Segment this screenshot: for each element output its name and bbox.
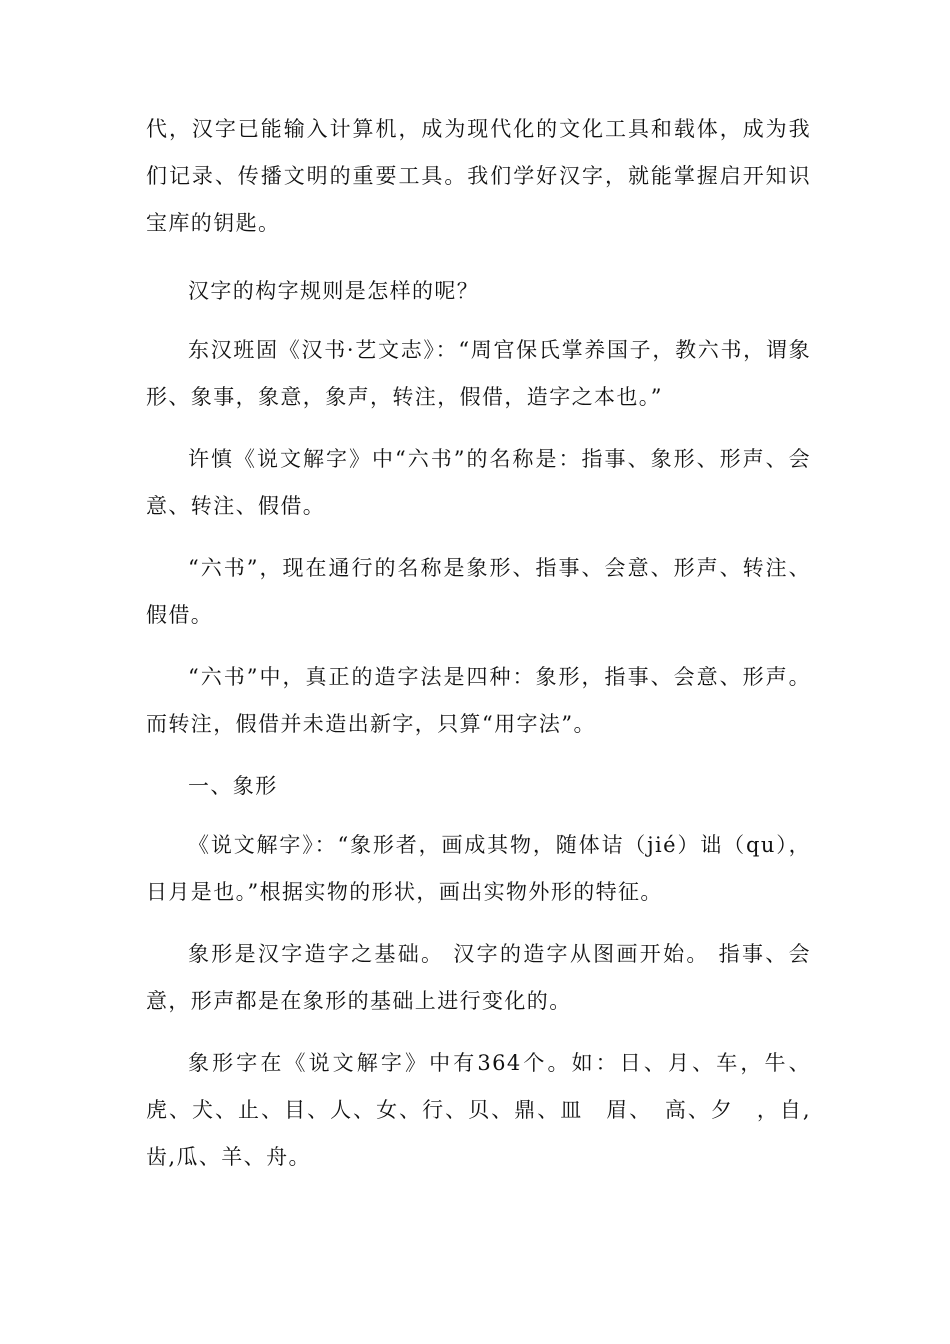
- paragraph-xiangxing-examples: 象形字在《说文解字》中有364个。如：日、月、车，牛、虎、犬、止、目、人、女、行、贝、鼎、皿 眉、 高、夕 ，自,齿,瓜、羊、舟。: [146, 1051, 811, 1169]
- section-heading-xiangxing: 一、象形: [188, 774, 278, 798]
- paragraph-shuowen-names: 许慎《说文解字》中“六书”的名称是：指事、象形、形声、会意、转注、假借。: [146, 447, 811, 518]
- paragraph-question: 汉字的构字规则是怎样的呢？: [188, 279, 480, 303]
- paragraph-common-names: “六书”，现在通行的名称是象形、指事、会意、形声、转注、假借。: [146, 556, 811, 627]
- paragraph-continuation: 代，汉字已能输入计算机，成为现代化的文化工具和载体，成为我们记录、传播文明的重要工具。我们学好汉字，就能掌握启开知识宝库的钥匙。: [146, 117, 811, 235]
- paragraph-xiangxing-basis: 象形是汉字造字之基础。 汉字的造字从图画开始。 指事、会意，形声都是在象形的基础上进行变化的。: [146, 942, 811, 1013]
- paragraph-xiangxing-definition: 《说文解字》：“象形者，画成其物，随体诘（jié）诎（qu），日月是也。”根据实物的形状，画出实物外形的特征。: [146, 833, 811, 904]
- paragraph-four-methods: “六书”中，真正的造字法是四种：象形，指事、会意、形声。而转注，假借并未造出新字，只算“用字法”。: [146, 665, 811, 736]
- paragraph-hanshu-quote: 东汉班固《汉书·艺文志》：“周官保氏掌养国子，教六书，谓象形、象事，象意，象声，转注，假借，造字之本也。”: [146, 338, 811, 409]
